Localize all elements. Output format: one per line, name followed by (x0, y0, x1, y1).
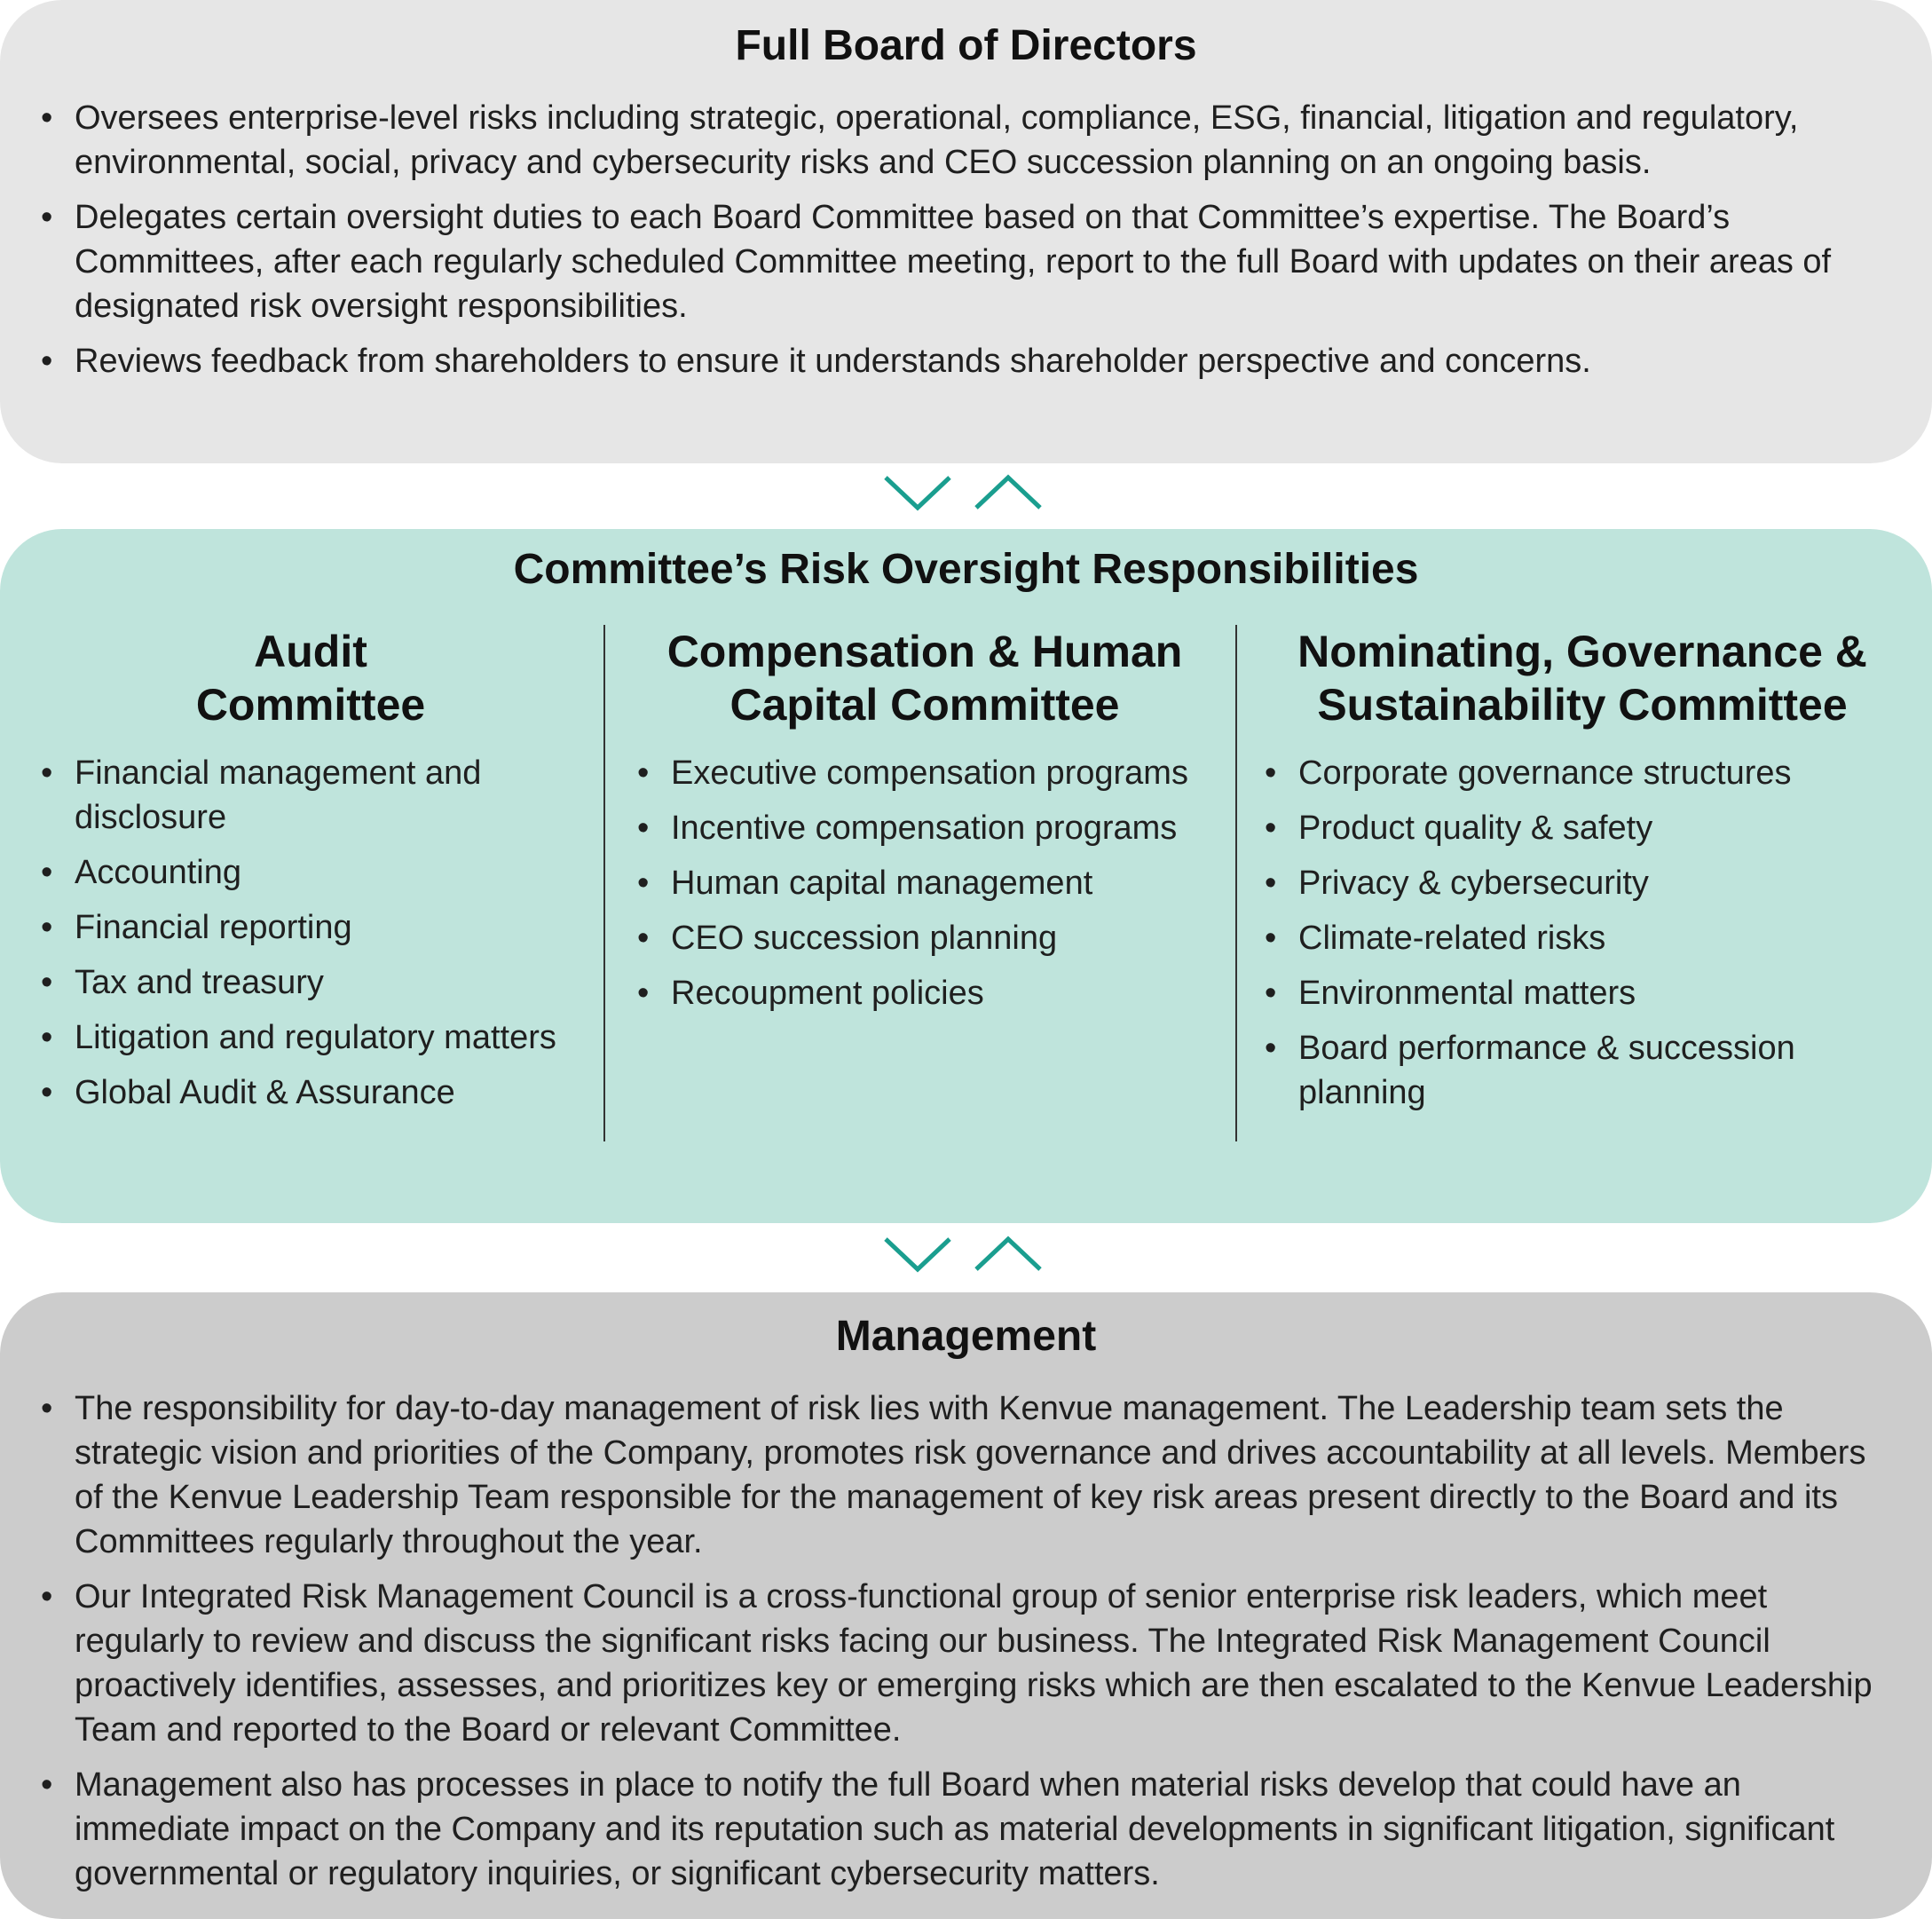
bullet-icon: • (637, 920, 650, 957)
board-bullet-list (35, 96, 1897, 383)
list-item: • Litigation and regulatory matters (35, 1015, 586, 1060)
chevron-up-icon (976, 478, 1040, 508)
list-item: • Climate-related risks (1259, 916, 1905, 960)
audit-committee-list (35, 751, 586, 1115)
chevron-down-icon (886, 1239, 950, 1269)
bullet-icon: • (1265, 975, 1277, 1012)
bullet-icon: • (41, 199, 53, 236)
management-bullet: • The responsibility for day-to-day management of risk lies with Kenvue management. The Leadership team sets the strategic vision and priorities of the Company, promotes risk governance and drives accountability at all levels. Members of the Kenvue Leadership Team responsible for the management of key risk areas present directly to the Board and its Committees regularly throughout the year. (35, 1386, 1897, 1564)
nominating-committee-column (1235, 625, 1905, 1141)
list-item: • Privacy & cybersecurity (1259, 861, 1905, 905)
board-bullet: • Oversees enterprise-level risks including strategic, operational, compliance, ESG, financial, litigation and regulatory, environmental, social, privacy and cybersecurity risks and CEO succession planning on an ongoing basis. (35, 96, 1897, 185)
list-item: • Executive compensation programs (632, 751, 1218, 795)
bullet-icon: • (41, 1019, 53, 1056)
audit-committee-title: Audit Committee (195, 627, 426, 730)
bullet-icon: • (41, 964, 53, 1001)
bullet-icon: • (41, 854, 53, 891)
bullet-icon: • (1265, 920, 1277, 957)
list-item: • Recoupment policies (632, 971, 1218, 1015)
connector-arrows (882, 472, 1051, 513)
bullet-icon: • (637, 754, 650, 792)
bullet-icon: • (41, 1074, 53, 1111)
board-title: Full Board of Directors (735, 22, 1197, 69)
list-item: • Corporate governance structures (1259, 751, 1905, 795)
bullet-icon: • (637, 865, 650, 902)
nominating-committee-title: Nominating, Governance & Sustainability Committee (1297, 627, 1867, 730)
list-item: • Product quality & safety (1259, 806, 1905, 850)
management-bullet-list (35, 1386, 1897, 1896)
compensation-committee-title: Compensation & Human Capital Committee (666, 627, 1183, 730)
compensation-committee-list (632, 751, 1218, 1015)
list-item: • Global Audit & Assurance (35, 1070, 586, 1115)
list-item: • Human capital management (632, 861, 1218, 905)
bullet-icon: • (1265, 865, 1277, 902)
board-bullet: • Reviews feedback from shareholders to ensure it understands shareholder perspective and concerns. (35, 339, 1897, 383)
bullet-icon: • (41, 1766, 53, 1804)
connector-arrows (882, 1234, 1051, 1275)
list-item: • Financial management and disclosure (35, 751, 586, 840)
bullet-icon: • (41, 99, 53, 137)
bullet-icon: • (41, 1578, 53, 1615)
management-bullet: • Our Integrated Risk Management Council is a cross-functional group of senior enterprise risk leaders, which meet regularly to review and discuss the significant risks facing our business. The Integrated Risk Management Council proactively identifies, assesses, and prioritizes key or emerging risks which are then escalated to the Kenvue Leadership Team and reported to the Board or relevant Committee. (35, 1575, 1897, 1752)
list-item: • Board performance & succession planning (1259, 1026, 1905, 1115)
list-item: • CEO succession planning (632, 916, 1218, 960)
committee-title: Committee’s Risk Oversight Responsibilities (513, 546, 1419, 593)
chevron-up-icon (976, 1239, 1040, 1269)
board-bullet: • Delegates certain oversight duties to each Board Committee based on that Committee’s expertise. The Board’s Committees, after each regularly scheduled Committee meeting, report to the full Board with updates on their areas of designated risk oversight responsibilities. (35, 195, 1897, 328)
compensation-committee-column (603, 625, 1235, 1141)
management-bullet: • Management also has processes in place to notify the full Board when material risks develop that could have an immediate impact on the Company and its reputation such as material developments in significant litigation, significant governmental or regulatory inquiries, or significant cybersecurity matters. (35, 1763, 1897, 1896)
bullet-icon: • (1265, 1030, 1277, 1067)
management-panel (0, 1292, 1932, 1919)
bullet-icon: • (1265, 754, 1277, 792)
audit-committee-column (35, 625, 603, 1141)
bullet-icon: • (637, 809, 650, 847)
list-item: • Tax and treasury (35, 960, 586, 1005)
bullet-icon: • (637, 975, 650, 1012)
committee-panel (0, 529, 1932, 1223)
bullet-icon: • (41, 909, 53, 946)
board-committee-connector (0, 472, 1932, 525)
list-item: • Incentive compensation programs (632, 806, 1218, 850)
bullet-icon: • (41, 343, 53, 380)
list-item: • Environmental matters (1259, 971, 1905, 1015)
committee-management-connector (0, 1234, 1932, 1287)
committee-columns (0, 625, 1932, 1141)
nominating-committee-list (1259, 751, 1905, 1115)
management-title: Management (835, 1313, 1097, 1360)
list-item: • Accounting (35, 850, 586, 895)
chevron-down-icon (886, 478, 950, 508)
bullet-icon: • (41, 1390, 53, 1427)
board-panel (0, 0, 1932, 463)
bullet-icon: • (1265, 809, 1277, 847)
bullet-icon: • (41, 754, 53, 792)
list-item: • Financial reporting (35, 905, 586, 950)
